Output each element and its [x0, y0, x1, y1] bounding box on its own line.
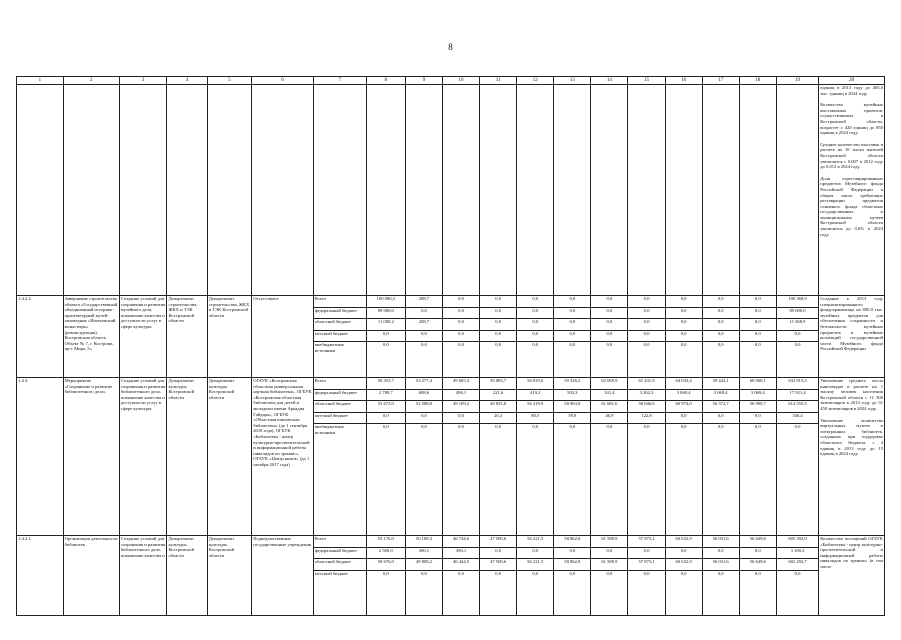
name-cell: Организация деятельности библиотек [63, 536, 119, 616]
value-cell: 0,0 [480, 319, 516, 331]
value-cell: 0,0 [777, 331, 818, 343]
value-cell: 0,0 [517, 296, 553, 308]
value-cell: 288,7 [406, 296, 442, 308]
value-column [628, 536, 665, 616]
value-cell: 688,6 [406, 390, 442, 402]
value-cell: 0,0 [754, 424, 761, 429]
responsible-cell: Департамент строительства, ЖКХ и ТЭК Костромской области [207, 296, 252, 378]
value-cell: 0,0 [406, 331, 442, 343]
responsible-cell: Департамент культуры Костромской области [207, 378, 252, 536]
value-cell: 0,0 [443, 308, 479, 320]
page-number: 8 [448, 42, 453, 52]
value-cell: 0,0 [703, 548, 739, 560]
value-cell: 39 442,1 [703, 378, 739, 390]
value-cell: 100 080,2 [367, 296, 405, 308]
value-column [517, 296, 554, 378]
value-cell: 3 100,2 [777, 548, 818, 560]
goal-cell: Создание условий для сохранения и развития музейного дела, повышение качества и доступности услуг в сфере культуры [119, 296, 167, 378]
value-cell: 3 262,3 [628, 390, 664, 402]
value-cell: 46 444,5 [443, 559, 479, 571]
value-cell: 47 500,6 [480, 536, 516, 548]
funding-source: Всего [314, 378, 366, 390]
empty-cell [480, 85, 517, 296]
value-cell: 0,0 [591, 319, 627, 331]
value-column [480, 296, 517, 378]
value-column [480, 378, 517, 536]
value-cell: 0,0 [554, 308, 590, 320]
value-cell: 300,1 [443, 548, 479, 560]
value-cell: 0,0 [554, 319, 590, 331]
column-number-row [17, 77, 885, 85]
value-cell: 59 326,2 [554, 378, 590, 390]
funding-source: областной бюджет [314, 319, 366, 331]
funding-sources-cell [313, 378, 366, 536]
value-column [591, 296, 628, 378]
value-cell: 0,0 [643, 342, 650, 347]
value-column [405, 296, 442, 378]
indicator-cell [819, 85, 885, 296]
value-cell: 0,0 [666, 413, 702, 425]
value-cell: 89 000,0 [777, 308, 818, 320]
funding-source: местный бюджет [314, 570, 348, 576]
value-cell: 52 588,8 [406, 401, 442, 413]
value-cell: 56 990,7 [740, 401, 776, 413]
value-column [665, 378, 702, 536]
value-cell: 61 431,9 [628, 378, 664, 390]
value-cell: 11 368,9 [777, 319, 818, 331]
value-cell: 60 060,1 [740, 378, 776, 390]
value-cell: 0,0 [680, 424, 687, 429]
empty-cell [702, 85, 739, 296]
value-column [739, 378, 776, 536]
funding-source: областной бюджет [314, 559, 366, 571]
column-number: 7 [313, 77, 366, 85]
value-cell: 0,0 [443, 296, 479, 308]
indicator-text: Увеличение количества виртуальных музеев и электронных библиотек, созданных при поддержке областного бюджета, с 4 единиц в 2013 году до 15 единиц в 2024 году. [820, 417, 883, 457]
funding-source: федеральный бюджет [314, 390, 366, 402]
value-column [480, 536, 517, 616]
column-number: 8 [366, 77, 405, 85]
empty-cell [628, 85, 665, 296]
name-cell: Завершение строительства объекта «Государственный объединенный историко-архитектурный музей-заповедник «Ипатьевский монастырь» (реконструкция), Костромская область. Объект № 7, г. Кострома, пр-т Мира, 5» [63, 296, 119, 378]
value-cell: 496,1 [443, 390, 479, 402]
value-cell: 62 069,9 [591, 378, 627, 390]
program-row [17, 536, 885, 616]
value-column [554, 536, 591, 616]
value-cell: 53 277,4 [406, 378, 442, 390]
empty-cell [119, 85, 167, 296]
value-cell: 0,0 [794, 570, 801, 576]
coexec-cell: Департамент культуры Костромской области [167, 378, 207, 536]
value-cell: 0,0 [754, 342, 761, 347]
value-cell: 0,0 [458, 342, 464, 347]
value-column [554, 378, 591, 536]
indicator-text: Доля отреставрированных предметов Музейного фонда Российской Федерации в общем числе требующих реставрации предметов основного фонда областных государственных и муниципальных музеев Костромской области увеличится до 0,6% к 2024 году. [820, 175, 883, 237]
value-cell: 221,6 [480, 390, 516, 402]
value-cell: 2 500,0 [367, 548, 405, 560]
value-cell: 0,0 [443, 413, 479, 425]
value-cell: 56 372,7 [703, 401, 739, 413]
value-cell: 58 862,8 [554, 536, 590, 548]
value-column [366, 378, 405, 536]
value-cell: 632 813,3 [777, 378, 818, 390]
funding-source: внебюджетные источники [314, 342, 344, 353]
value-cell: 0,0 [703, 331, 739, 343]
value-cell: 100 368,9 [777, 296, 818, 308]
value-cell: 0,0 [680, 570, 687, 576]
value-cell: 0,0 [480, 308, 516, 320]
funding-source: федеральный бюджет [314, 308, 366, 320]
indicator-text: Количество музейных выставочных проектов, осуществляемых в Костромской области, возрастет с 420 единиц до 850 единиц к 2024 году. [820, 102, 883, 136]
empty-cell [665, 85, 702, 296]
value-cell: 56 649,6 [740, 559, 776, 571]
column-number: 20 [819, 77, 885, 85]
value-cell: 0,0 [367, 413, 405, 425]
value-cell: 0,0 [443, 331, 479, 343]
column-number: 13 [554, 77, 591, 85]
empty-cell [405, 85, 442, 296]
funding-source: местный бюджет [314, 413, 366, 425]
value-cell: 0,0 [740, 308, 776, 320]
value-cell: 49 605,3 [443, 378, 479, 390]
value-column [665, 536, 702, 616]
value-cell: 0,0 [443, 319, 479, 331]
column-number: 15 [628, 77, 665, 85]
value-cell: 0,0 [666, 308, 702, 320]
funding-sources-cell [313, 296, 366, 378]
value-cell: 336,4 [777, 413, 818, 425]
funding-source: федеральный бюджет [314, 548, 366, 560]
value-cell: 64 043,4 [666, 378, 702, 390]
value-cell: 47 500,6 [480, 559, 516, 571]
value-column [517, 378, 554, 536]
program-row [17, 378, 885, 536]
value-cell: 58 862,8 [554, 559, 590, 571]
value-cell: 59,9 [554, 413, 590, 425]
funding-source: Всего [314, 296, 366, 308]
value-cell: 0,0 [666, 548, 702, 560]
value-cell: 0,0 [495, 570, 501, 576]
value-cell: 61 681,6 [591, 401, 627, 413]
value-column [442, 536, 479, 616]
value-column [776, 536, 818, 616]
column-number: 6 [252, 77, 313, 85]
value-cell: 60 974,0 [666, 401, 702, 413]
value-cell: 0,0 [569, 342, 576, 347]
value-cell: 122,8 [628, 413, 664, 425]
indicator-text: Создание к 2013 году специализированного фондохранилища на 800,0 тыс. музейных предметов для обеспечения сохранности и безопасности музейных предметов и музейных коллекций государственной части Музейного фонда Российской Федерации [820, 296, 883, 352]
value-cell: 288,7 [406, 319, 442, 331]
continuation-row [17, 85, 885, 296]
value-cell: 56 819,6 [517, 378, 553, 390]
empty-cell [442, 85, 479, 296]
value-column [517, 536, 554, 616]
indicator-text: единиц в 2013 году до 465,0 тыс. единиц в 2024 году. [820, 85, 883, 96]
code-cell: 1.4.2.2. [17, 296, 64, 378]
value-cell: 0,0 [421, 424, 427, 429]
value-column [776, 378, 818, 536]
indicator-cell [819, 536, 885, 616]
value-cell: 0,0 [480, 548, 516, 560]
value-cell: 0,0 [680, 342, 687, 347]
value-column [628, 296, 665, 378]
participant-cell: Подведомственные государственные учреждения [252, 536, 313, 616]
funding-sources-cell [313, 536, 366, 616]
value-cell: 60 632,9 [666, 559, 702, 571]
value-cell: 0,0 [569, 424, 576, 429]
column-number: 9 [405, 77, 442, 85]
empty-cell [591, 85, 628, 296]
value-column [776, 296, 818, 378]
code-cell: 1.4.3.1. [17, 536, 64, 616]
column-number: 17 [702, 77, 739, 85]
empty-cell [517, 85, 554, 296]
value-cell: 0,0 [591, 548, 627, 560]
value-cell: 0,0 [643, 424, 650, 429]
column-number: 12 [517, 77, 554, 85]
value-cell: 0,0 [794, 342, 801, 347]
value-column [554, 296, 591, 378]
value-column [591, 378, 628, 536]
value-cell: 0,0 [517, 548, 553, 560]
value-cell: 0,0 [740, 296, 776, 308]
value-cell: 0,0 [717, 424, 724, 429]
value-cell: 50 083,7 [480, 378, 516, 390]
value-cell: 0,0 [703, 319, 739, 331]
value-cell: 0,0 [367, 331, 405, 343]
indicator-text: Среднее количество выставок в расчете на 10 тысяч жителей Костромской области увеличится с 0,007 в 2012 году до 0,013 в 2024 году. [820, 141, 883, 170]
value-cell: 50 676,0 [367, 559, 405, 571]
empty-cell [63, 85, 119, 296]
column-number: 11 [480, 77, 517, 85]
value-column [702, 536, 739, 616]
value-cell: 49 835,8 [480, 401, 516, 413]
value-cell: 0,0 [495, 342, 501, 347]
value-cell: 0,0 [532, 342, 539, 347]
column-number: 10 [442, 77, 479, 85]
value-cell: 11 080,2 [367, 319, 405, 331]
value-cell: 0,0 [591, 296, 627, 308]
value-cell: 0,0 [554, 548, 590, 560]
value-cell: 53 176,0 [367, 536, 405, 548]
value-cell: 0,0 [628, 308, 664, 320]
value-cell: 0,0 [591, 308, 627, 320]
value-cell: 58 963,0 [554, 401, 590, 413]
funding-source: областной бюджет [314, 401, 366, 413]
empty-cell [313, 85, 366, 296]
value-column [591, 536, 628, 616]
value-cell: 0,0 [740, 548, 776, 560]
value-cell: 61 589,9 [591, 559, 627, 571]
value-column [665, 296, 702, 378]
value-cell: 58 046,8 [628, 401, 664, 413]
value-cell: 0,0 [532, 424, 539, 429]
value-cell: 0,0 [717, 570, 724, 576]
column-number: 3 [119, 77, 167, 85]
participant-cell: ОГБУК «Костромская областная универсальная научная библиотека», ОГБУК «Костромская областная библиотека для детей и молодежи имени Аркадия Гайдара», ОГБУК «Областная юношеская библиотека» (до 1 сентября 2018 года), ОГБУК «Библиотека - центр культурно-просветительской и информационной работы инвалидов по зрению», ОГБУК «Центр книги» (до 1 октября 2017 года) [252, 378, 313, 536]
value-column [739, 296, 776, 378]
value-cell: 56 319,9 [517, 401, 553, 413]
value-cell: 0,0 [703, 308, 739, 320]
value-cell: 56 453,7 [367, 378, 405, 390]
value-cell: 0,0 [495, 424, 501, 429]
value-cell: 50 108,3 [406, 536, 442, 548]
value-cell: 0,0 [666, 296, 702, 308]
value-cell: 0,0 [517, 319, 553, 331]
value-cell: 341,4 [591, 390, 627, 402]
value-cell: 0,0 [480, 296, 516, 308]
value-cell: 419,2 [517, 390, 553, 402]
participant-cell: Отсутствуют [252, 296, 313, 378]
value-cell: 0,0 [628, 331, 664, 343]
value-cell: 0,0 [740, 319, 776, 331]
value-cell: 53 673,0 [367, 401, 405, 413]
value-cell: 56 221,5 [517, 536, 553, 548]
empty-cell [554, 85, 591, 296]
value-cell: 0,0 [628, 548, 664, 560]
value-cell: 0,0 [406, 413, 442, 425]
value-cell: 0,0 [628, 296, 664, 308]
value-cell: 46,9 [591, 413, 627, 425]
code-cell: 1.4.3. [17, 378, 64, 536]
value-cell: 0,0 [740, 413, 776, 425]
value-cell: 0,0 [421, 570, 427, 576]
funding-source: местный бюджет [314, 331, 366, 343]
value-cell: 503,3 [554, 390, 590, 402]
value-cell: 0,0 [606, 570, 613, 576]
value-cell: 0,0 [606, 342, 613, 347]
column-number: 16 [665, 77, 702, 85]
empty-cell [776, 85, 818, 296]
value-column [405, 378, 442, 536]
value-cell: 614 555,5 [777, 401, 818, 413]
value-column [366, 296, 405, 378]
coexec-cell: Департамент культуры Костромской области [167, 536, 207, 616]
funding-source: внебюджетные источники [314, 424, 344, 435]
value-cell: 0,0 [740, 331, 776, 343]
value-cell: 56 031,6 [703, 536, 739, 548]
value-cell: 3 069,4 [666, 390, 702, 402]
value-column [442, 378, 479, 536]
value-cell: 61 589,9 [591, 536, 627, 548]
value-cell: 56 221,5 [517, 559, 553, 571]
value-cell: 60 632,9 [666, 536, 702, 548]
column-number: 14 [591, 77, 628, 85]
value-cell: 49 808,2 [406, 559, 442, 571]
goal-cell: Создание условий для сохранения и развития библиотечного дела, повышение качества и [119, 536, 167, 616]
value-cell: 300,1 [406, 548, 442, 560]
value-cell: 602 292,7 [777, 559, 818, 571]
value-cell: 0,0 [717, 342, 724, 347]
value-cell: 0,0 [382, 424, 389, 429]
value-column [442, 296, 479, 378]
value-cell: 80,5 [517, 413, 553, 425]
program-row [17, 296, 885, 378]
column-number: 4 [167, 77, 207, 85]
value-cell: 0,0 [666, 319, 702, 331]
value-cell: 26,3 [480, 413, 516, 425]
funding-source: Всего [314, 536, 366, 548]
indicator-text: Количество посещений ОГБУК «Библиотека - центр культурно-просветительской и информационной работы инвалидов по зрению» (в том числе [820, 536, 883, 569]
value-cell: 57 875,1 [628, 536, 664, 548]
value-cell: 0,0 [643, 570, 650, 576]
value-column [739, 536, 776, 616]
value-cell: 0,0 [554, 331, 590, 343]
value-column [405, 536, 442, 616]
value-cell: 3 069,4 [740, 390, 776, 402]
value-cell: 0,0 [382, 342, 389, 347]
value-cell: 56 649,6 [740, 536, 776, 548]
value-cell: 0,0 [591, 331, 627, 343]
value-cell: 0,0 [421, 342, 427, 347]
goal-cell: Создание условий для сохранения и развития библиотечного дела, повышение качества и доступности услуг в сфере культуры [119, 378, 167, 536]
value-cell: 46 744,6 [443, 536, 479, 548]
name-cell: Мероприятие «Сохранение и развитие библиотечного дела» [63, 378, 119, 536]
value-cell: 0,0 [532, 570, 539, 576]
coexec-cell: Департамент строительства, ЖКХ и ТЭК Костромской области [167, 296, 207, 378]
indicator-cell [819, 378, 885, 536]
value-cell: 0,0 [606, 424, 613, 429]
value-cell: 57 875,1 [628, 559, 664, 571]
value-cell: 2 780,7 [367, 390, 405, 402]
value-cell: 0,0 [382, 570, 389, 576]
empty-cell [252, 85, 313, 296]
value-cell: 0,0 [517, 308, 553, 320]
value-column [702, 296, 739, 378]
column-number: 18 [739, 77, 776, 85]
program-table [16, 76, 885, 616]
value-cell: 0,0 [480, 331, 516, 343]
value-cell: 0,0 [666, 331, 702, 343]
value-column [366, 536, 405, 616]
empty-cell [167, 85, 207, 296]
value-cell: 0,0 [754, 570, 761, 576]
value-cell: 0,0 [458, 570, 464, 576]
responsible-cell: Департамент культуры Костромской области [207, 536, 252, 616]
value-cell: 0,0 [406, 308, 442, 320]
empty-cell [207, 85, 252, 296]
column-number: 5 [207, 77, 252, 85]
indicator-text: Увеличение среднего числа книговыдач в расчете на 1 тысячу человек населения Костромской области с 11 300 экземпляров в 2013 году до 31 450 экземпляров в 2024 году. [820, 378, 883, 411]
value-cell: 0,0 [703, 296, 739, 308]
value-cell: 0,0 [794, 424, 801, 429]
empty-cell [17, 85, 64, 296]
value-cell: 0,0 [628, 319, 664, 331]
value-cell: 0,0 [517, 331, 553, 343]
column-number: 2 [63, 77, 119, 85]
value-cell: 0,0 [703, 413, 739, 425]
value-column [628, 378, 665, 536]
value-cell: 17 921,4 [777, 390, 818, 402]
value-cell: 0,0 [569, 570, 576, 576]
table-body [17, 77, 885, 616]
value-column [702, 378, 739, 536]
value-cell: 56 031,6 [703, 559, 739, 571]
value-cell: 0,0 [458, 424, 464, 429]
empty-cell [366, 85, 405, 296]
column-number: 19 [776, 77, 818, 85]
value-cell: 49 109,2 [443, 401, 479, 413]
indicator-cell [819, 296, 885, 378]
column-number: 1 [17, 77, 64, 85]
value-cell: 605 392,9 [777, 536, 818, 548]
value-cell: 89 000,0 [367, 308, 405, 320]
value-cell: 3 069,4 [703, 390, 739, 402]
value-cell: 0,0 [554, 296, 590, 308]
empty-cell [739, 85, 776, 296]
